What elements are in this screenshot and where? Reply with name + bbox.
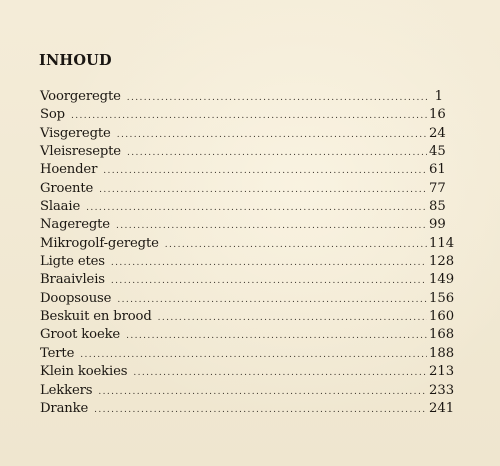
toc-entry-title: Visgeregte: [40, 125, 111, 141]
toc-entry-title: Lekkers: [40, 382, 93, 398]
toc-entry-title: Klein koekies: [40, 364, 128, 380]
dot-leader: [80, 346, 427, 364]
dot-leader: [127, 89, 427, 107]
dot-leader: [94, 401, 427, 419]
dot-leader: [98, 383, 427, 401]
toc-entry: [40, 400, 455, 418]
toc-entry-title: Voorgeregte: [40, 89, 121, 104]
toc-entry-title: Ligte etes: [40, 254, 105, 270]
toc-entry-page: 149: [429, 272, 455, 288]
toc-entry: [40, 308, 455, 326]
dot-leader: [103, 162, 427, 180]
toc-heading: INHOUD: [39, 52, 112, 69]
toc-entry: [40, 198, 446, 216]
toc-entry-page: 77: [429, 180, 446, 196]
toc-entry-page: 85: [429, 199, 446, 215]
toc-entry-title: Doopsouse: [40, 290, 112, 306]
toc-entry-title: Nageregte: [40, 217, 110, 233]
dot-leader: [117, 126, 427, 144]
toc-entry: [40, 143, 446, 161]
toc-entry: [40, 106, 446, 124]
toc-entry-title: Groente: [40, 180, 94, 196]
dot-leader: [71, 107, 427, 125]
dot-leader: [133, 364, 427, 382]
toc-entry-page: 241: [429, 400, 455, 416]
dot-leader: [165, 236, 427, 254]
dot-leader: [158, 309, 427, 327]
toc-entry-title: Sop: [40, 107, 65, 123]
toc-entry-page: 213: [429, 364, 455, 380]
toc-entry-title: Beskuit en brood: [40, 309, 152, 325]
toc-entry: [40, 345, 455, 363]
toc-entry-title: Dranke: [40, 400, 89, 416]
toc-entry-title: Vleisresepte: [40, 144, 121, 160]
toc-entry-page: 45: [429, 144, 446, 160]
toc-entry-page: 168: [429, 327, 455, 343]
dot-leader: [127, 144, 427, 162]
toc-entry: [40, 271, 455, 289]
toc-entry: [40, 326, 455, 344]
dot-leader: [117, 291, 427, 309]
toc-entry: [40, 235, 455, 253]
toc-entry-page: 61: [429, 162, 446, 178]
toc-entry-page: 188: [429, 345, 455, 361]
toc-entry-title: Terte: [40, 345, 75, 361]
dot-leader: [126, 327, 427, 345]
toc-entry-page: 160: [429, 309, 455, 325]
toc-entry-page: 114: [429, 235, 455, 251]
toc-entry: [40, 125, 446, 143]
toc-entry-page: 233: [429, 382, 455, 398]
toc-entry-page: 99: [429, 217, 446, 233]
toc-entry: [40, 216, 446, 234]
toc-entry-title: Hoender: [40, 162, 98, 178]
toc-entry-title: Groot koeke: [40, 327, 121, 343]
toc-entry-title: Slaaie: [40, 199, 81, 215]
toc-entry: [40, 290, 455, 308]
toc-entry: [40, 253, 455, 271]
toc-entry-page: 24: [429, 125, 446, 141]
dot-leader: [99, 181, 427, 199]
toc-entry-title: Braaivleis: [40, 272, 105, 288]
dot-leader: [111, 272, 427, 290]
dot-leader: [86, 199, 427, 217]
toc-entry: [40, 382, 455, 400]
table-of-contents: [40, 88, 455, 418]
dot-leader: [116, 217, 427, 235]
toc-entry-title: Mikrogolf-geregte: [40, 235, 159, 251]
toc-entry-page: 156: [429, 290, 455, 306]
toc-entry: [40, 88, 443, 106]
toc-entry: [40, 161, 446, 179]
dot-leader: [111, 254, 427, 272]
toc-entry: [40, 363, 455, 381]
toc-entry-page: 16: [429, 107, 446, 123]
toc-entry: [40, 180, 446, 198]
toc-entry-page: 128: [429, 254, 455, 270]
toc-entry-page: 1: [434, 89, 443, 104]
